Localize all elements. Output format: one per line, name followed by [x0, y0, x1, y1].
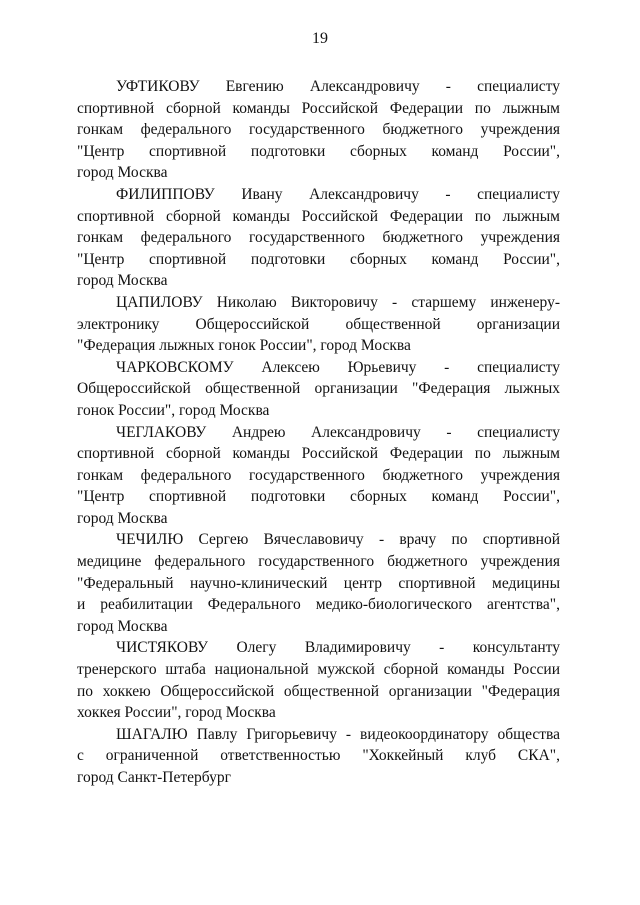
entry-line: ЧЕЧИЛЮ Сергею Вячеславовичу - врачу по спортивной	[116, 531, 560, 549]
entry-line: город Москва	[77, 617, 168, 635]
entry-line: спортивной сборной команды Российской Федерации по лыжным	[77, 445, 560, 463]
entry-line: ЧЕГЛАКОВУ Андрею Александровичу - специалисту	[116, 423, 560, 441]
entry-line: и реабилитации Федерального медико-биологического агентства",	[77, 596, 560, 614]
award-entry	[77, 76, 560, 184]
entry-line: медицине федерального государственного бюджетного учреждения	[77, 553, 560, 571]
entry-line: гонкам федерального государственного бюджетного учреждения	[77, 121, 560, 139]
entry-line: "Центр спортивной подготовки сборных команд России",	[77, 250, 560, 268]
award-entry	[77, 357, 560, 422]
entry-line: ЦАПИЛОВУ Николаю Викторовичу - старшему инженеру-	[116, 293, 560, 311]
entry-line: УФТИКОВУ Евгению Александровичу - специалисту	[116, 78, 560, 95]
entry-line: "Центр спортивной подготовки сборных команд России",	[77, 488, 560, 506]
page-number: 19	[312, 30, 328, 47]
entry-line: гонок России", город Москва	[77, 401, 270, 419]
award-entry	[77, 184, 560, 292]
entry-line: ЧАРКОВСКОМУ Алексею Юрьевичу - специалисту	[116, 358, 560, 376]
entry-line: "Центр спортивной подготовки сборных команд России",	[77, 142, 560, 160]
award-entry	[77, 422, 560, 530]
entry-line: гонкам федерального государственного бюджетного учреждения	[77, 466, 560, 484]
award-entry	[77, 529, 560, 637]
entry-line: "Федерация лыжных гонок России", город Москва	[77, 337, 411, 355]
entry-line: гонкам федерального государственного бюджетного учреждения	[77, 229, 560, 247]
entry-line: Общероссийской общественной организации "Федерация лыжных	[77, 380, 560, 398]
entry-line: город Москва	[77, 272, 168, 290]
entry-line: ФИЛИППОВУ Ивану Александровичу - специалисту	[116, 185, 560, 203]
entry-line: спортивной сборной команды Российской Федерации по лыжным	[77, 207, 560, 225]
entry-line: тренерского штаба национальной мужской сборной команды России	[77, 661, 560, 679]
entry-line: "Федеральный научно-клинический центр спортивной медицины	[77, 574, 560, 592]
award-entry	[77, 724, 560, 789]
entry-line: по хоккею Общероссийской общественной организации "Федерация	[77, 682, 560, 700]
entry-line: спортивной сборной команды Российской Федерации по лыжным	[77, 99, 560, 117]
award-entry	[77, 292, 560, 357]
entry-line: электронику Общероссийской общественной организации	[77, 315, 560, 333]
entry-line: ШАГАЛЮ Павлу Григорьевичу - видеокоординатору общества	[116, 725, 560, 743]
entry-line: с ограниченной ответственностью "Хоккейный клуб СКА",	[77, 747, 560, 765]
entry-line: город Санкт-Петербург	[77, 769, 231, 786]
document-body	[77, 76, 560, 789]
entry-line: город Москва	[77, 509, 168, 527]
award-entry	[77, 637, 560, 723]
entry-line: хоккея России", город Москва	[77, 704, 276, 722]
entry-line: город Москва	[77, 164, 168, 182]
entry-line: ЧИСТЯКОВУ Олегу Владимировичу - консультанту	[116, 639, 560, 657]
